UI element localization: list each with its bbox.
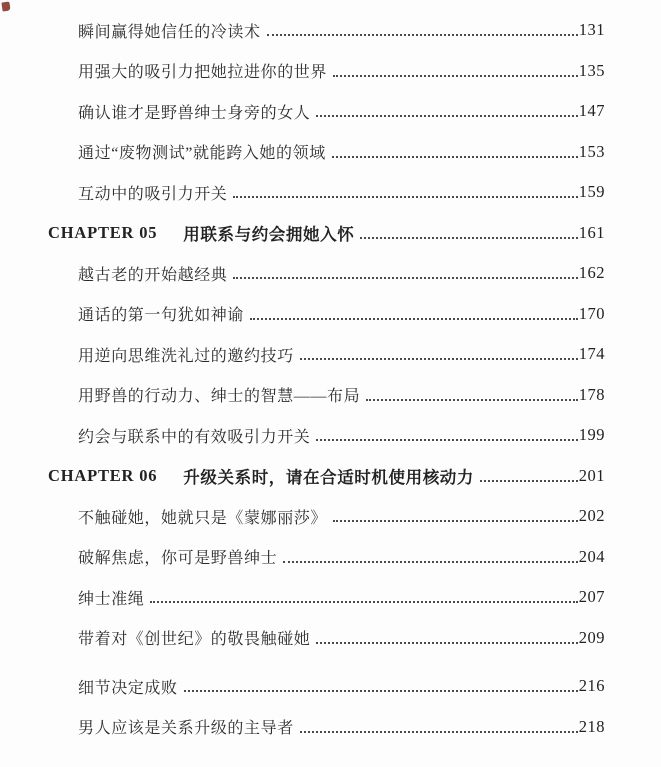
dot-leader: [316, 642, 577, 644]
page-number: 174: [578, 344, 605, 364]
toc-entry-title: 约会与联系中的有效吸引力开关: [78, 428, 311, 446]
chapter-number-label: CHAPTER 05: [48, 222, 158, 242]
toc-entry-title: 绅士准绳: [78, 590, 145, 608]
toc-item-row: [48, 618, 605, 659]
page-number: 218: [578, 716, 605, 736]
toc-item-row: [48, 132, 605, 173]
toc-item-row: [48, 51, 605, 92]
toc-item-row: [48, 294, 605, 335]
toc-item-row: [48, 334, 605, 375]
toc-chapter-row: [48, 456, 605, 497]
table-of-contents: [48, 10, 605, 747]
toc-entry-title: 细节决定成败: [78, 679, 178, 697]
toc-item-row: [48, 537, 605, 578]
toc-entry-title: 不触碰她，她就只是《蒙娜丽莎》: [78, 509, 328, 527]
page-number: 159: [578, 182, 605, 202]
toc-entry-title: 用野兽的行动力、绅士的智慧——布局: [78, 388, 361, 406]
dot-leader: [316, 115, 577, 117]
page-number: 199: [578, 425, 605, 445]
page-number: 201: [578, 465, 605, 485]
dot-leader: [233, 277, 577, 279]
dot-leader: [480, 480, 578, 482]
dot-leader: [267, 34, 578, 36]
toc-entry-title: 破解焦虑，你可是野兽绅士: [78, 550, 278, 568]
toc-entry-title: 瞬间赢得她信任的冷读术: [78, 23, 261, 41]
toc-entry-title: 带着对《创世纪》的敬畏触碰她: [78, 631, 311, 649]
dot-leader: [316, 439, 577, 441]
chapter-number-label: CHAPTER 06: [48, 465, 158, 485]
dot-leader: [332, 156, 578, 158]
toc-entry-title: 男人应该是关系升级的主导者: [78, 720, 294, 738]
page-number: 131: [578, 20, 605, 40]
dot-leader: [233, 196, 577, 198]
toc-entry-title: 通过“废物测试”就能跨入她的领域: [78, 145, 326, 163]
toc-item-row: [48, 707, 605, 748]
toc-item-row: [48, 496, 605, 537]
dot-leader: [360, 237, 577, 239]
dot-leader: [333, 520, 578, 522]
dot-leader: [250, 318, 578, 320]
toc-entry-title: 用强大的吸引力把她拉进你的世界: [78, 64, 328, 82]
toc-entry-title: 越古老的开始越经典: [78, 266, 228, 284]
toc-chapter-row: [48, 213, 605, 254]
dot-leader: [366, 399, 578, 401]
toc-item-row: [48, 253, 605, 294]
toc-entry-title: 确认谁才是野兽绅士身旁的女人: [78, 104, 311, 122]
toc-item-row: [48, 666, 605, 707]
toc-item-row: [48, 172, 605, 213]
red-corner-mark: [1, 1, 10, 11]
page-number: 170: [578, 303, 605, 323]
dot-leader: [184, 690, 578, 692]
page-number: 135: [578, 60, 605, 80]
dot-leader: [150, 601, 577, 603]
dot-leader: [283, 561, 578, 563]
page-number: 153: [578, 141, 605, 161]
page-number: 204: [578, 546, 605, 566]
page-number: 209: [578, 627, 605, 647]
toc-entry-title: 用联系与约会拥她入怀: [183, 224, 355, 244]
dot-leader: [333, 75, 578, 77]
toc-item-row: [48, 415, 605, 456]
toc-entry-title: 用逆向思维洗礼过的邀约技巧: [78, 347, 294, 365]
page-number: 207: [578, 587, 605, 607]
toc-item-row: [48, 91, 605, 132]
page-number: 178: [578, 384, 605, 404]
toc-item-row: [48, 375, 605, 416]
toc-item-row: [48, 577, 605, 618]
dot-leader: [300, 731, 578, 733]
toc-entry-title: 通话的第一句犹如神谕: [78, 307, 245, 325]
toc-entry-title: 互动中的吸引力开关: [78, 185, 228, 203]
dot-leader: [300, 358, 578, 360]
toc-item-row: [48, 10, 605, 51]
page-number: 202: [578, 506, 605, 526]
page-number: 161: [578, 222, 605, 242]
page-number: 147: [578, 101, 605, 121]
page-number: 216: [578, 676, 605, 696]
toc-entry-title: 升级关系时，请在合适时机使用核动力: [183, 467, 474, 487]
page-number: 162: [578, 263, 605, 283]
